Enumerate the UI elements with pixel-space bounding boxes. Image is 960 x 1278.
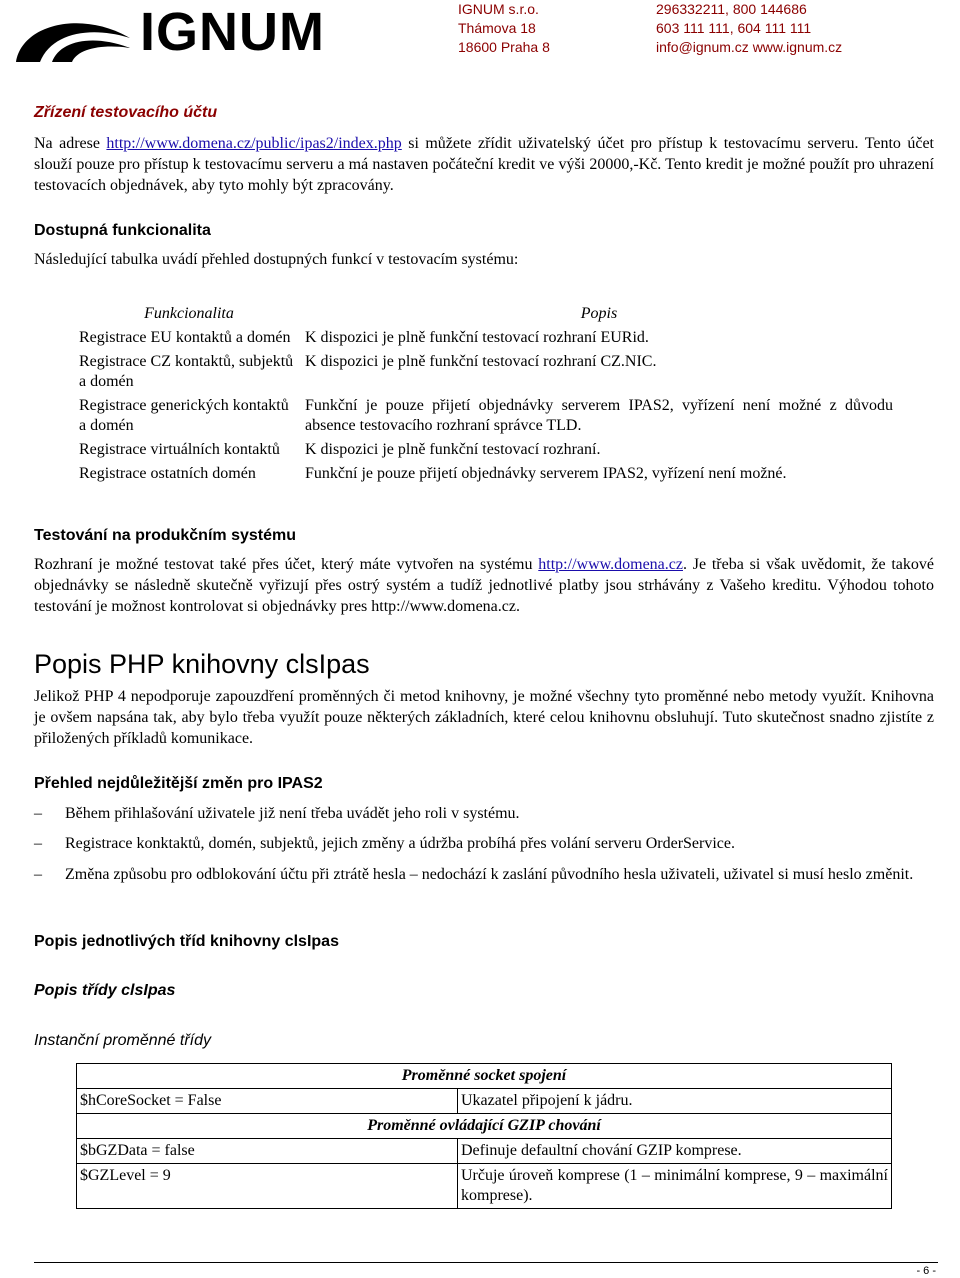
company-street: Thámova 18 [458, 20, 536, 36]
phone-line-1: 296332211, 800 144686 [656, 1, 807, 17]
phone-line-2: 603 111 111, 604 111 111 [656, 20, 812, 36]
table-row [76, 394, 896, 438]
cell-variable: $GZLevel = 9 [77, 1164, 458, 1209]
section-title-functionality: Dostupná funkcionalita [34, 222, 211, 239]
text-segment: Na adrese [34, 135, 107, 152]
cell-description: Definuje defaultní chování GZIP komprese. [458, 1139, 892, 1164]
cell-function: Registrace EU kontaktů a domén [79, 329, 291, 346]
functionality-table [76, 302, 896, 486]
section-title-classes: Popis jednotlivých tříd knihovny clsIpas [34, 933, 339, 950]
cell-description: K dispozici je plně funkční testovací rozhraní CZ.NIC. [305, 353, 657, 370]
cell-function: Registrace CZ kontaktů, subjektů a domén [79, 353, 294, 390]
php-library-paragraph: Jelikož PHP 4 nepodporuje zapouzdření proměnných či metod knihovny, je možné všechny tyto proměnné nebo metody využít. Knihovna je ovšem napsána tak, aby bylo třeba využít pouze některých základních, které celou knihovnu obsluhují. Tuto skutečnost snadno zjistíte z přiložených příkladů komunikace. [34, 688, 934, 747]
col-header-functionality: Funkcionalita [144, 305, 234, 322]
list-item: Změna způsobu pro odblokování účtu při ztrátě hesla – nedochází k zaslání původního hesla uživateli, uživatel si musí heslo změnit. [65, 866, 914, 883]
cell-description: K dispozici je plně funkční testovací rozhraní. [305, 441, 601, 458]
section-title-test-account: Zřízení testovacího účtu [34, 104, 218, 121]
col-header-description: Popis [580, 305, 618, 322]
table-group-row [77, 1114, 892, 1139]
cell-description: Určuje úroveň komprese (1 – minimální komprese, 9 – maximální komprese). [458, 1164, 892, 1209]
footer-rule [34, 1262, 938, 1263]
table-row [76, 438, 896, 462]
table-header-row [76, 302, 896, 326]
header-rule [0, 72, 960, 73]
test-account-paragraph [34, 133, 934, 196]
cell-variable: $hCoreSocket = False [77, 1089, 458, 1114]
list-item: Registrace konktaktů, domén, subjektů, jejich změny a údržba probíhá přes volání serveru OrderService. [65, 835, 735, 852]
registration-link[interactable]: http://www.domena.cz/public/ipas2/index.php [106, 135, 402, 152]
email-web: info@ignum.cz www.ignum.cz [656, 39, 843, 55]
page-number: - 6 - [916, 1265, 936, 1277]
cell-description: Funkční je pouze přijetí objednávky serverem IPAS2, vyřízení není možné z důvodu absence testovacího rozhraní správce TLD. [305, 397, 893, 434]
company-name: IGNUM s.r.o. [458, 1, 539, 17]
cell-function: Registrace ostatních domén [79, 465, 256, 482]
section-title-class-clsipas: Popis třídy clsIpas [34, 982, 176, 999]
table-row [77, 1089, 892, 1114]
list-bullet: – [34, 805, 42, 822]
functionality-intro: Následující tabulka uvádí přehled dostupných funkcí v testovacím systému: [34, 251, 519, 268]
cell-description: K dispozici je plně funkční testovací rozhraní EURid. [305, 329, 649, 346]
cell-function: Registrace generických kontaktů a domén [79, 397, 289, 434]
cell-description: Funkční je pouze přijetí objednávky serverem IPAS2, vyřízení není možné. [305, 465, 787, 482]
text-segment: Rozhraní je možné testovat také přes účet, který máte vytvořen na systému [34, 556, 539, 573]
text-segment: si můžete zřídit uživatelský účet pro přístup k testovacímu serveru. Tento účet slouží pouze pro přístup k testovacímu serveru a má nastaven počáteční kredit ve výši 20000,-Kč. Tento kredit je možné použít pro uhrazení testovacích objednávek, aby tyto mohly být zpracovány. [34, 135, 934, 194]
text-segment: . Je třeba si však uvědomit, že takové objednávky se následně skutečně vyřizují přes ostrý systém a tudíž jednotlivé platby jsou strhávány z Vašeho kreditu. Výhodou tohoto testování je možnost kontrolovat si objednávky pres http://www.domena.cz. [34, 556, 935, 615]
cell-function: Registrace virtuálních kontaktů [79, 441, 280, 458]
cell-description: Ukazatel připojení k jádru. [458, 1089, 892, 1114]
logo-text: IGNUM [140, 2, 325, 62]
list-bullet: – [34, 835, 42, 852]
table-group-row [77, 1064, 892, 1089]
table-row [76, 462, 896, 486]
section-title-php-library: Popis PHP knihovny clsIpas [34, 649, 370, 679]
domena-link[interactable]: http://www.domena.cz [538, 556, 683, 573]
group-header-gzip: Proměnné ovládající GZIP chování [77, 1114, 892, 1139]
table-row [77, 1164, 892, 1209]
table-row [76, 326, 896, 350]
cell-variable: $bGZData = false [77, 1139, 458, 1164]
production-testing-paragraph [34, 554, 934, 617]
section-title-changes: Přehled nejdůležitější změn pro IPAS2 [34, 775, 323, 792]
group-header-socket: Proměnné socket spojení [77, 1064, 892, 1089]
list-bullet: – [34, 866, 42, 883]
section-title-instance-vars: Instanční proměnné třídy [34, 1032, 211, 1049]
table-row [77, 1139, 892, 1164]
instance-variables-table [76, 1063, 892, 1209]
table-row [76, 350, 896, 394]
section-title-production-testing: Testování na produkčním systému [34, 527, 296, 544]
company-city: 18600 Praha 8 [458, 39, 550, 55]
list-item: Během přihlašování uživatele již není třeba uvádět jeho roli v systému. [65, 805, 520, 822]
